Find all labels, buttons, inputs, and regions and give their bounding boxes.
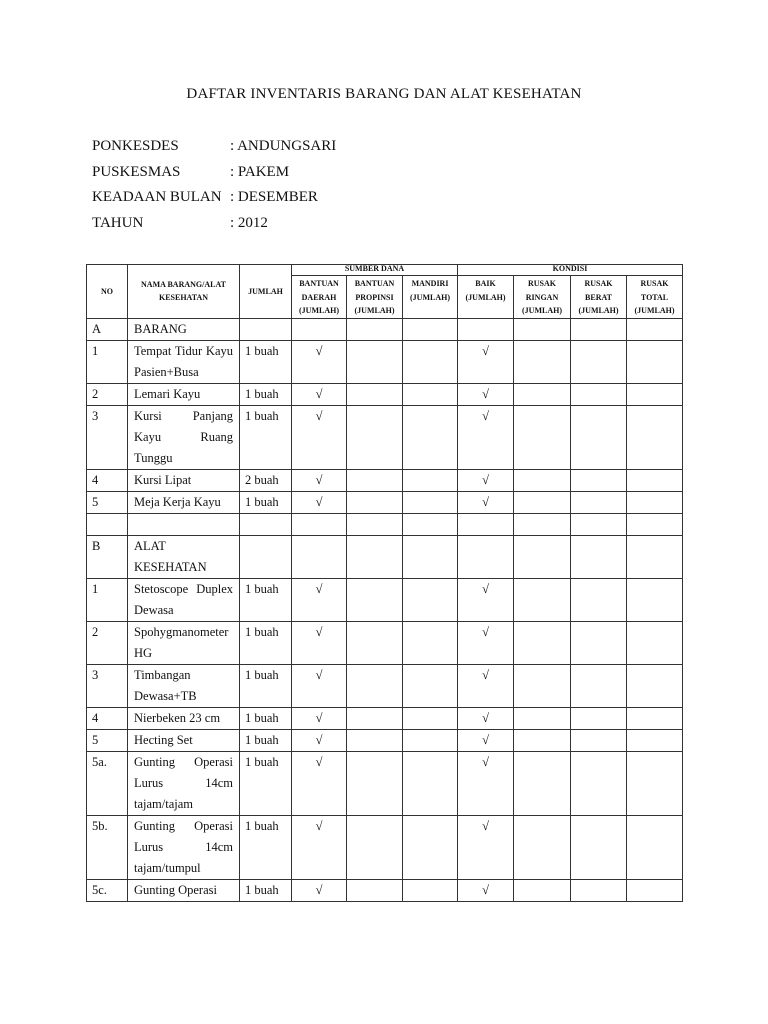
item-name-cell: Kursi Panjang Kayu Ruang Tunggu <box>128 405 240 469</box>
mandiri-cell <box>403 513 458 535</box>
item-name-cell: BARANG <box>128 318 240 340</box>
no-cell: 2 <box>87 621 128 664</box>
quantity-cell: 1 buah <box>240 815 292 879</box>
baik-cell: √ <box>458 815 514 879</box>
header-jumlah: JUMLAH <box>240 265 292 319</box>
rusak-berat-cell <box>571 491 627 513</box>
mandiri-cell <box>403 664 458 707</box>
meta-row-ponkesdes <box>92 134 336 160</box>
baik-cell: √ <box>458 729 514 751</box>
rusak-berat-cell <box>571 340 627 383</box>
quantity-cell: 1 buah <box>240 578 292 621</box>
header-line: (JUMLAH) <box>465 292 506 302</box>
bantuan-propinsi-cell <box>347 621 403 664</box>
bantuan-propinsi-cell <box>347 751 403 815</box>
header-line: BERAT <box>585 292 612 302</box>
rusak-ringan-cell <box>514 340 571 383</box>
bantuan-propinsi-cell <box>347 469 403 491</box>
baik-cell: √ <box>458 578 514 621</box>
item-name-cell: Nierbeken 23 cm <box>128 707 240 729</box>
baik-cell: √ <box>458 621 514 664</box>
mandiri-cell <box>403 383 458 405</box>
item-name-cell: Lemari Kayu <box>128 383 240 405</box>
table-row <box>87 879 683 901</box>
rusak-berat-cell <box>571 535 627 578</box>
mandiri-cell <box>403 578 458 621</box>
item-name-cell: Hecting Set <box>128 729 240 751</box>
rusak-ringan-cell <box>514 535 571 578</box>
header-bantuan-propinsi <box>347 276 403 319</box>
header-line: BANTUAN <box>354 279 395 288</box>
bantuan-daerah-cell: √ <box>292 815 347 879</box>
bantuan-propinsi-cell <box>347 707 403 729</box>
table-row <box>87 318 683 340</box>
bantuan-propinsi-cell <box>347 664 403 707</box>
no-cell: 5a. <box>87 751 128 815</box>
baik-cell: √ <box>458 469 514 491</box>
table-row <box>87 491 683 513</box>
no-cell <box>87 513 128 535</box>
rusak-total-cell <box>627 318 683 340</box>
bantuan-propinsi-cell <box>347 318 403 340</box>
rusak-berat-cell <box>571 513 627 535</box>
rusak-ringan-cell <box>514 815 571 879</box>
no-cell: 5c. <box>87 879 128 901</box>
bantuan-daerah-cell: √ <box>292 879 347 901</box>
mandiri-cell <box>403 815 458 879</box>
rusak-ringan-cell <box>514 707 571 729</box>
header-bantuan-daerah <box>292 276 347 319</box>
meta-value: : DESEMBER <box>230 189 318 206</box>
inventory-table <box>86 264 683 902</box>
header-rusak-ringan <box>514 276 571 319</box>
bantuan-propinsi-cell <box>347 729 403 751</box>
header-line: BANTUAN <box>299 279 339 288</box>
baik-cell: √ <box>458 340 514 383</box>
baik-cell: √ <box>458 383 514 405</box>
item-name-cell: Meja Kerja Kayu <box>128 491 240 513</box>
no-cell: B <box>87 535 128 578</box>
table-row <box>87 707 683 729</box>
rusak-total-cell <box>627 340 683 383</box>
quantity-cell: 1 buah <box>240 621 292 664</box>
baik-cell: √ <box>458 664 514 707</box>
quantity-cell: 1 buah <box>240 664 292 707</box>
bantuan-daerah-cell: √ <box>292 578 347 621</box>
rusak-berat-cell <box>571 815 627 879</box>
rusak-total-cell <box>627 578 683 621</box>
baik-cell: √ <box>458 491 514 513</box>
quantity-cell: 1 buah <box>240 707 292 729</box>
header-line: MANDIRI <box>411 279 449 288</box>
rusak-ringan-cell <box>514 491 571 513</box>
table-row <box>87 751 683 815</box>
item-name-cell: Stetoscope Duplex Dewasa <box>128 578 240 621</box>
rusak-total-cell <box>627 383 683 405</box>
bantuan-daerah-cell: √ <box>292 469 347 491</box>
baik-cell <box>458 513 514 535</box>
rusak-total-cell <box>627 879 683 901</box>
header-line: RUSAK <box>640 279 669 288</box>
rusak-berat-cell <box>571 318 627 340</box>
rusak-total-cell <box>627 707 683 729</box>
header-line: (JUMLAH) <box>354 306 395 315</box>
header-line: (JUMLAH) <box>522 306 563 315</box>
mandiri-cell <box>403 751 458 815</box>
item-name-cell: Spohygmanometer HG <box>128 621 240 664</box>
no-cell: 4 <box>87 707 128 729</box>
mandiri-cell <box>403 405 458 469</box>
rusak-total-cell <box>627 513 683 535</box>
header-line: TOTAL <box>640 292 669 302</box>
no-cell: 5 <box>87 729 128 751</box>
no-cell: A <box>87 318 128 340</box>
bantuan-daerah-cell: √ <box>292 491 347 513</box>
rusak-berat-cell <box>571 707 627 729</box>
document-meta <box>92 134 336 236</box>
table-row <box>87 729 683 751</box>
meta-value: : ANDUNGSARI <box>230 138 337 155</box>
item-name-cell: Timbangan Dewasa+TB <box>128 664 240 707</box>
bantuan-daerah-cell: √ <box>292 405 347 469</box>
quantity-cell: 1 buah <box>240 340 292 383</box>
rusak-ringan-cell <box>514 318 571 340</box>
baik-cell <box>458 535 514 578</box>
header-sumber-dana: SUMBER DANA <box>292 265 458 276</box>
rusak-ringan-cell <box>514 513 571 535</box>
bantuan-propinsi-cell <box>347 491 403 513</box>
document-title: DAFTAR INVENTARIS BARANG DAN ALAT KESEHATAN <box>186 86 582 102</box>
table-row <box>87 664 683 707</box>
header-line: PROPINSI <box>355 292 394 302</box>
mandiri-cell <box>403 491 458 513</box>
quantity-cell <box>240 318 292 340</box>
meta-label: PONKESDES <box>92 138 179 155</box>
rusak-ringan-cell <box>514 751 571 815</box>
table-header <box>87 265 683 319</box>
bantuan-daerah-cell: √ <box>292 751 347 815</box>
rusak-berat-cell <box>571 729 627 751</box>
rusak-total-cell <box>627 535 683 578</box>
table-row <box>87 535 683 578</box>
no-cell: 1 <box>87 578 128 621</box>
no-cell: 5b. <box>87 815 128 879</box>
item-name-cell: Gunting Operasi <box>128 879 240 901</box>
quantity-cell <box>240 535 292 578</box>
meta-row-puskesmas <box>92 160 336 186</box>
header-nama-line2: KESEHATAN <box>158 293 209 303</box>
meta-row-tahun <box>92 211 336 237</box>
bantuan-propinsi-cell <box>347 815 403 879</box>
rusak-total-cell <box>627 405 683 469</box>
item-name-cell: Tempat Tidur Kayu Pasien+Busa <box>128 340 240 383</box>
no-cell: 2 <box>87 383 128 405</box>
no-cell: 3 <box>87 664 128 707</box>
quantity-cell: 1 buah <box>240 383 292 405</box>
header-nama <box>128 265 240 319</box>
mandiri-cell <box>403 879 458 901</box>
meta-value: : 2012 <box>230 214 268 231</box>
header-line: (JUMLAH) <box>410 292 450 302</box>
item-name-cell: Gunting Operasi Lurus 14cm tajam/tajam <box>128 751 240 815</box>
no-cell: 4 <box>87 469 128 491</box>
rusak-berat-cell <box>571 405 627 469</box>
bantuan-daerah-cell: √ <box>292 707 347 729</box>
rusak-berat-cell <box>571 469 627 491</box>
mandiri-cell <box>403 469 458 491</box>
rusak-ringan-cell <box>514 729 571 751</box>
bantuan-daerah-cell <box>292 535 347 578</box>
meta-label: KEADAAN BULAN <box>92 189 222 206</box>
bantuan-daerah-cell <box>292 513 347 535</box>
item-name-cell: ALAT KESEHATAN <box>128 535 240 578</box>
mandiri-cell <box>403 340 458 383</box>
quantity-cell: 1 buah <box>240 729 292 751</box>
table-row <box>87 405 683 469</box>
bantuan-daerah-cell: √ <box>292 340 347 383</box>
mandiri-cell <box>403 621 458 664</box>
rusak-ringan-cell <box>514 621 571 664</box>
rusak-total-cell <box>627 815 683 879</box>
baik-cell <box>458 318 514 340</box>
rusak-berat-cell <box>571 383 627 405</box>
bantuan-daerah-cell: √ <box>292 621 347 664</box>
bantuan-daerah-cell: √ <box>292 383 347 405</box>
quantity-cell <box>240 513 292 535</box>
rusak-berat-cell <box>571 621 627 664</box>
rusak-ringan-cell <box>514 469 571 491</box>
rusak-berat-cell <box>571 578 627 621</box>
table-row <box>87 340 683 383</box>
rusak-ringan-cell <box>514 578 571 621</box>
header-line: BAIK <box>475 279 496 288</box>
mandiri-cell <box>403 535 458 578</box>
mandiri-cell <box>403 318 458 340</box>
bantuan-daerah-cell <box>292 318 347 340</box>
bantuan-daerah-cell: √ <box>292 664 347 707</box>
bantuan-propinsi-cell <box>347 535 403 578</box>
rusak-total-cell <box>627 491 683 513</box>
rusak-total-cell <box>627 469 683 491</box>
header-line: RUSAK <box>584 279 613 288</box>
header-rusak-total <box>627 276 683 319</box>
baik-cell: √ <box>458 751 514 815</box>
rusak-ringan-cell <box>514 879 571 901</box>
table-row <box>87 578 683 621</box>
mandiri-cell <box>403 729 458 751</box>
bantuan-propinsi-cell <box>347 405 403 469</box>
no-cell: 5 <box>87 491 128 513</box>
no-cell: 1 <box>87 340 128 383</box>
table-row <box>87 469 683 491</box>
table-row <box>87 621 683 664</box>
bantuan-propinsi-cell <box>347 879 403 901</box>
quantity-cell: 1 buah <box>240 405 292 469</box>
rusak-total-cell <box>627 621 683 664</box>
header-no: NO <box>87 265 128 319</box>
header-line: DAERAH <box>301 292 337 302</box>
header-line: (JUMLAH) <box>634 306 675 315</box>
rusak-berat-cell <box>571 664 627 707</box>
baik-cell: √ <box>458 879 514 901</box>
item-name-cell: Kursi Lipat <box>128 469 240 491</box>
meta-label: PUSKESMAS <box>92 163 181 180</box>
rusak-ringan-cell <box>514 664 571 707</box>
bantuan-propinsi-cell <box>347 513 403 535</box>
meta-label: TAHUN <box>92 214 144 231</box>
item-name-cell <box>128 513 240 535</box>
header-line: RUSAK <box>528 279 557 288</box>
no-cell: 3 <box>87 405 128 469</box>
bantuan-propinsi-cell <box>347 340 403 383</box>
rusak-ringan-cell <box>514 383 571 405</box>
rusak-total-cell <box>627 664 683 707</box>
rusak-berat-cell <box>571 751 627 815</box>
header-nama-line1: NAMA BARANG/ALAT <box>141 279 226 289</box>
quantity-cell: 2 buah <box>240 469 292 491</box>
meta-row-keadaan-bulan <box>92 185 336 211</box>
header-line: RINGAN <box>525 292 559 302</box>
header-line: (JUMLAH) <box>578 306 619 315</box>
table-row <box>87 383 683 405</box>
table-row <box>87 513 683 535</box>
bantuan-propinsi-cell <box>347 383 403 405</box>
item-name-cell: Gunting Operasi Lurus 14cm tajam/tumpul <box>128 815 240 879</box>
quantity-cell: 1 buah <box>240 491 292 513</box>
quantity-cell: 1 buah <box>240 751 292 815</box>
mandiri-cell <box>403 707 458 729</box>
rusak-total-cell <box>627 751 683 815</box>
meta-value: : PAKEM <box>230 163 290 180</box>
rusak-berat-cell <box>571 879 627 901</box>
bantuan-propinsi-cell <box>347 578 403 621</box>
header-baik <box>458 276 514 319</box>
rusak-total-cell <box>627 729 683 751</box>
baik-cell: √ <box>458 405 514 469</box>
header-rusak-berat <box>571 276 627 319</box>
header-kondisi: KONDISI <box>458 265 683 276</box>
header-mandiri <box>403 276 458 319</box>
bantuan-daerah-cell: √ <box>292 729 347 751</box>
quantity-cell: 1 buah <box>240 879 292 901</box>
rusak-ringan-cell <box>514 405 571 469</box>
header-line: (JUMLAH) <box>299 306 339 315</box>
baik-cell: √ <box>458 707 514 729</box>
table-body <box>87 318 683 901</box>
table-row <box>87 815 683 879</box>
